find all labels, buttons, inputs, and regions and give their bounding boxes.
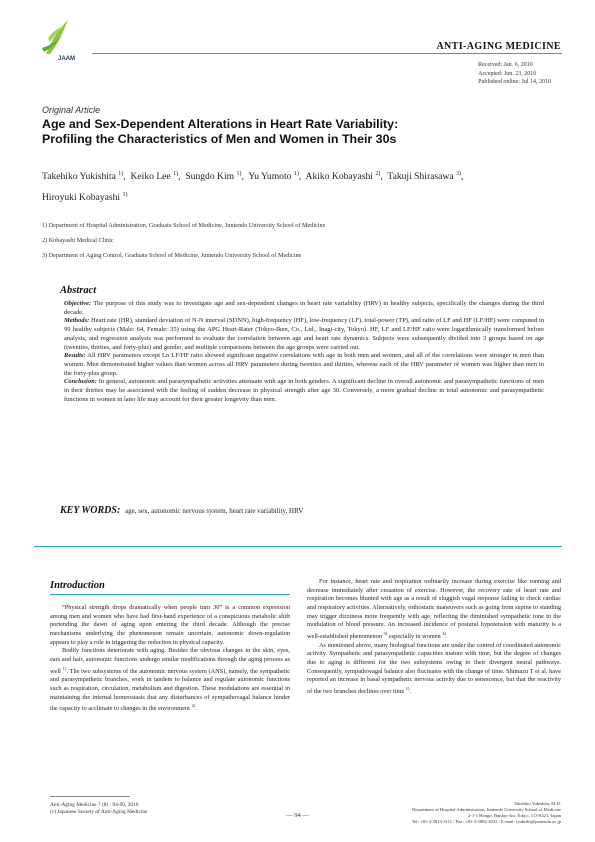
- paragraph: For instance, heart rate and respiration ordinarily increase during exercise like running and decrease immediately after cessation of exercise. However, the recovery rate of heart rate and respiration becomes blunted with age as a result of sluggish vagal response failing to check cardiac and respiratory activities. Alternatively, orthostatic maneuvers such as going from supine to standing may trigger dizziness more frequently with age, reflecting the diminished sympathetic tone in the modulation of blood pressure. An increased incidence of postural hypotension with maturity is a well-established phenomenon $^{3)}$ especially in women $^{4)}$.: [307, 578, 561, 641]
- title-line-2: Profiling the Characteristics of Men and Women in Their 30s: [42, 131, 397, 146]
- logo-text: JAAM: [58, 56, 76, 62]
- affiliation-2: 2) Kobayashi Medical Clinic: [42, 237, 114, 244]
- leaf-logo-icon: [40, 14, 82, 58]
- accepted-date: Accepted: Jun. 23, 2010: [478, 70, 537, 77]
- author: Takuji Shirasawa $^{3)}$: [387, 171, 461, 183]
- title-line-1: Age and Sex-Dependent Alterations in Heart Rate Variability:: [42, 117, 399, 131]
- author: Akiko Kobayashi $^{2)}$: [305, 171, 381, 183]
- affiliation-1: 1) Department of Hospital Administration, Graduate School of Medicine, Juntendo University School of Medicine: [42, 222, 326, 229]
- abstract-methods: Methods: Heart rate (HR), standard deviation of N-N interval (SDNN), high-frequency (HF), low-frequency (LF), total-power (TP), and ratio of LF and HF (LF/HF) were computed in 99 healthy subjects (Male: 64, Female: 35) using the APG Heart-Rater (Tokyo-Iken, Co., Ltd., Inagi-city, Tokyo). HF, LF and LF/HF ratio were logarithmically transformed before analysis, and regression analysis was performed to evaluate the correlation between age and heart rate dynamics. Subjects were subsequently divided into 3 groups based on age (twenties, thirties, and forty-plus) and gender, and multiple comparisons between the age groups were carried out.: [64, 317, 544, 351]
- abstract: [54, 285, 544, 404]
- article-dates: [478, 61, 551, 87]
- citation-line: Anti-Aging Medicine 7 (8) : 94-99, 2010: [50, 802, 139, 808]
- author: Sungdo Kim $^{1)}$: [185, 171, 242, 183]
- journal-logo: [40, 14, 82, 68]
- published-date: Published online: Jul 14, 2010: [478, 79, 551, 86]
- journal-name: ANTI-AGING MEDICINE: [436, 41, 561, 52]
- keywords: [60, 505, 303, 516]
- author: Takehiko Yukishita $^{1)}$: [42, 171, 124, 183]
- intro-left-column: [50, 604, 290, 714]
- abstract-heading: Abstract: [60, 285, 97, 296]
- author: Hiroyuki Kobayashi $^{1)}$: [42, 192, 128, 204]
- intro-right-column: [307, 578, 561, 697]
- affiliation-3: 3) Department of Aging Control, Graduate School of Medicine, Juntendo University School of Medicine: [42, 252, 302, 259]
- header-rule: [92, 53, 562, 54]
- keywords-text: age, sex, autonomic nervous system, heart rate variability, HRV: [125, 507, 304, 515]
- keywords-label: KEY WORDS:: [60, 505, 121, 516]
- heading-underline: [50, 594, 290, 595]
- author: Keiko Lee $^{1)}$: [130, 171, 179, 183]
- abstract-conclusion: Conclusion: In general, autonomic and parasympathetic activities attenuate with age in both genders. A significant decline in overall autonomic and parasympathetic functions of men in their thirties may be associated with the feeling of sudden decrease in physical strength after age 30. Conversely, a more gradual decline in total autonomic and parasympathetic functions in women in later life may account for their greater longevity than men.: [64, 378, 544, 403]
- abstract-objective: Objective: The purpose of this study was to investigate age and sex-dependent changes in heart rate variability (HRV) in healthy subjects, specifically the changes during the third decade.: [64, 300, 544, 316]
- section-divider: [34, 546, 562, 547]
- corresponding-author: Takehiko Yukishita, M.D. Department of Hospital Administration, Juntendo University School of Medicine 2-1-1 Hongo, Bunkyo-ku, Tokyo, 113-8421, Japan Tel: +81-3-3813-3111 / Fax: +81-3-5802-2033 / E-mail: tyukishi@juntendo.ac.jp: [411, 801, 561, 824]
- footer-rule: [50, 796, 130, 797]
- paragraph: Bodily functions deteriorate with aging. Besides the obvious changes in the skin, eyes, ears and hair, autonomic functions undergo similar modifications through the aging process as well $^{1)}$. The two subsystems of the autonomic nervous system (ANS), namely, the sympathetic and parasympathetic branches, work in tandem to balance and regulate autonomic functions such as respiration, circulation, metabolism and digestion. These modulations are essential in maintaining the internal homeostasis that any disturbances of sympathovagal balance hinder the capacity to acclimate to changes in the environment $^{2)}$.: [50, 647, 291, 713]
- received-date: Received: Jan. 6, 2010: [478, 62, 533, 68]
- article-type: Original Article: [42, 105, 101, 115]
- paragraph: As mentioned above, many biological functions are under the control of coordinated autonomic activity. Sympathetic and parasympathetic capacities mature with time, but the degree of changes due to aging is different for the two subsystems owing to their divergent neural pathways. Consequently, sympathovagal balance also fluctuates with the change of time. Shimazu T et al. have reported an increase in basal sympathetic nervous activity due to senescence, but that the reactivity of the two branches declines over time $^{1)}$.: [307, 641, 561, 696]
- author-list: Takehiko Yukishita $^{1)}$, Keiko Lee $^{1)}$, Sungdo Kim $^{1)}$, Yu Yumoto $^{1)}$, Akiko Kobayashi $^{2)}$, Takuji Shirasawa $^{3)}$, Hiroyuki Kobayashi $^{1)}$: [42, 171, 464, 204]
- author: Yu Yumoto $^{1)}$: [248, 171, 299, 183]
- page-number: ― 94 ―: [286, 812, 309, 819]
- article-title: [42, 117, 552, 146]
- abstract-results: Results: All HRV parameters except Ln LF/HF ratio showed significant negative correlations with age in both men and women, and all of the correlations were stronger in men than women. Men demonstrated higher values than women across all HRV parameters during twenties and thirties, whereas each of the HRV parameter of women was higher than men in the forty-plus group.: [64, 352, 544, 377]
- copyright-line: (c) Japanese Society of Anti-Aging Medicine: [50, 809, 148, 815]
- introduction-heading: Introduction: [50, 580, 105, 591]
- paragraph: “Physical strength drops dramatically when people turn 30” is a common expression among men and women who have had first-hand experience of a conspicuous metabolic shift portending the dawn of aging upon entering the third decade. Although the precise mechanisms underlying the phenomenon remain uncertain, autonomic down-regulation appears to play a role in triggering the reduction in physical capacity.: [50, 604, 290, 646]
